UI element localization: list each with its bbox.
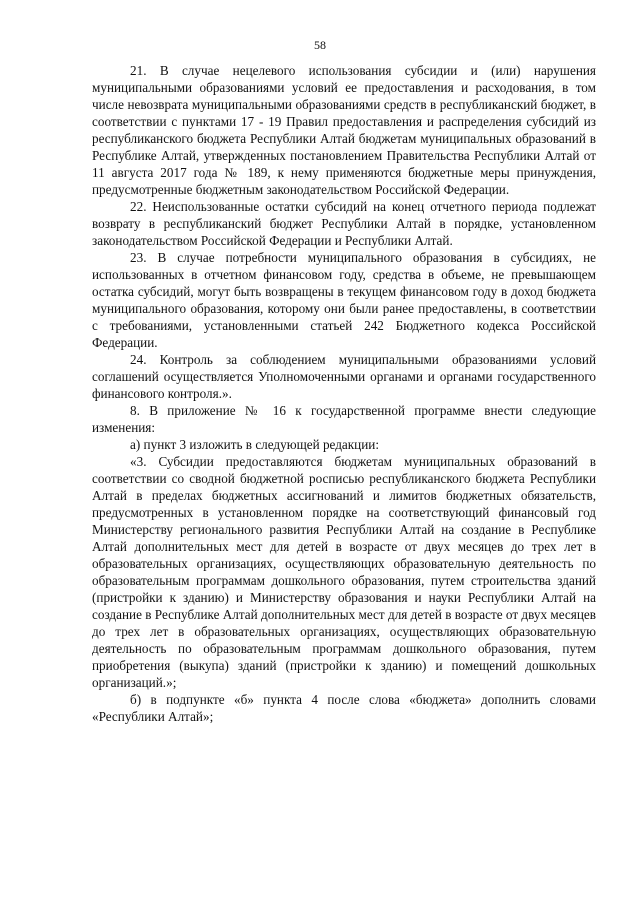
paragraph-22-unused-balances: 22. Неиспользованные остатки субсидий на конец отчетного периода подлежат возврату в республиканский бюджет Республики Алтай в порядке, установленном законодательством Российской Федерации и Республики Алтай. [92,199,596,248]
paragraph-item-3-quoted-text: «3. Субсидии предоставляются бюджетам муниципальных образований в соответствии со сводной бюджетной росписью республиканского бюджета Республики Алтай в пределах бюджетных ассигнований и лимитов бюджетных обязательств, предусмотренных в установленном порядке на соответствующий финансовый год Министерству регионального развития Республики Алтай на создание в Республике Алтай дополнительных мест для детей в возрасте от двух месяцев до трех лет в образовательных организациях, осуществляющих образовательную деятельность по образовательным программам дошкольного образования, путем строительства зданий (пристройки к зданию) и Министерству образования и науки Республики Алтай на создание в Республике Алтай дополнительных мест для детей в возрасте от двух месяцев до трех лет в образовательных организациях, осуществляющих образовательную деятельность по образовательным программам дошкольного образования, путем приобретения (выкупа) зданий (пристройки к зданию) и помещений дошкольных организаций.»; [92,454,596,690]
document-body [92,62,596,725]
paragraph-23-return-of-funds: 23. В случае потребности муниципального образования в субсидиях, не использованных в отчетном финансовом году, средства в объеме, не превышающем остатка субсидий, могут быть возвращены в текущем финансовом году в доход бюджета муниципального образования, которому они были ранее предоставлены, в соответствии с требованиями, установленными статьей 242 Бюджетного кодекса Российской Федерации. [92,250,596,350]
paragraph-a-item-3-new-wording: а) пункт 3 изложить в следующей редакции: [130,437,380,452]
paragraph-21-misuse-of-subsidy: 21. В случае нецелевого использования субсидии и (или) нарушения муниципальными образованиями условий ее предоставления и расходования, в том числе невозврата муниципальными образованиями средств в республиканский бюджет, в соответствии с пунктами 17 - 19 Правил предоставления и распределения субсидий из республиканского бюджета Республики Алтай бюджетам муниципальных образований в Республике Алтай, утвержденных постановлением Правительства Республики Алтай от 11 августа 2017 года № 189, к нему применяются бюджетные меры принуждения, предусмотренные бюджетным законодательством Российской Федерации. [92,63,596,197]
page-number: 58 [314,38,326,52]
paragraph-8-appendix-16-changes: 8. В приложение № 16 к государственной программе внести следующие изменения: [92,403,596,435]
paragraph-24-control: 24. Контроль за соблюдением муниципальными образованиями условий соглашений осуществляется Уполномоченными органами и органами государственного финансового контроля.». [92,352,596,401]
paragraph-b-subitem-b-amendment: б) в подпункте «б» пункта 4 после слова «бюджета» дополнить словами «Республики Алтай»; [92,692,596,724]
